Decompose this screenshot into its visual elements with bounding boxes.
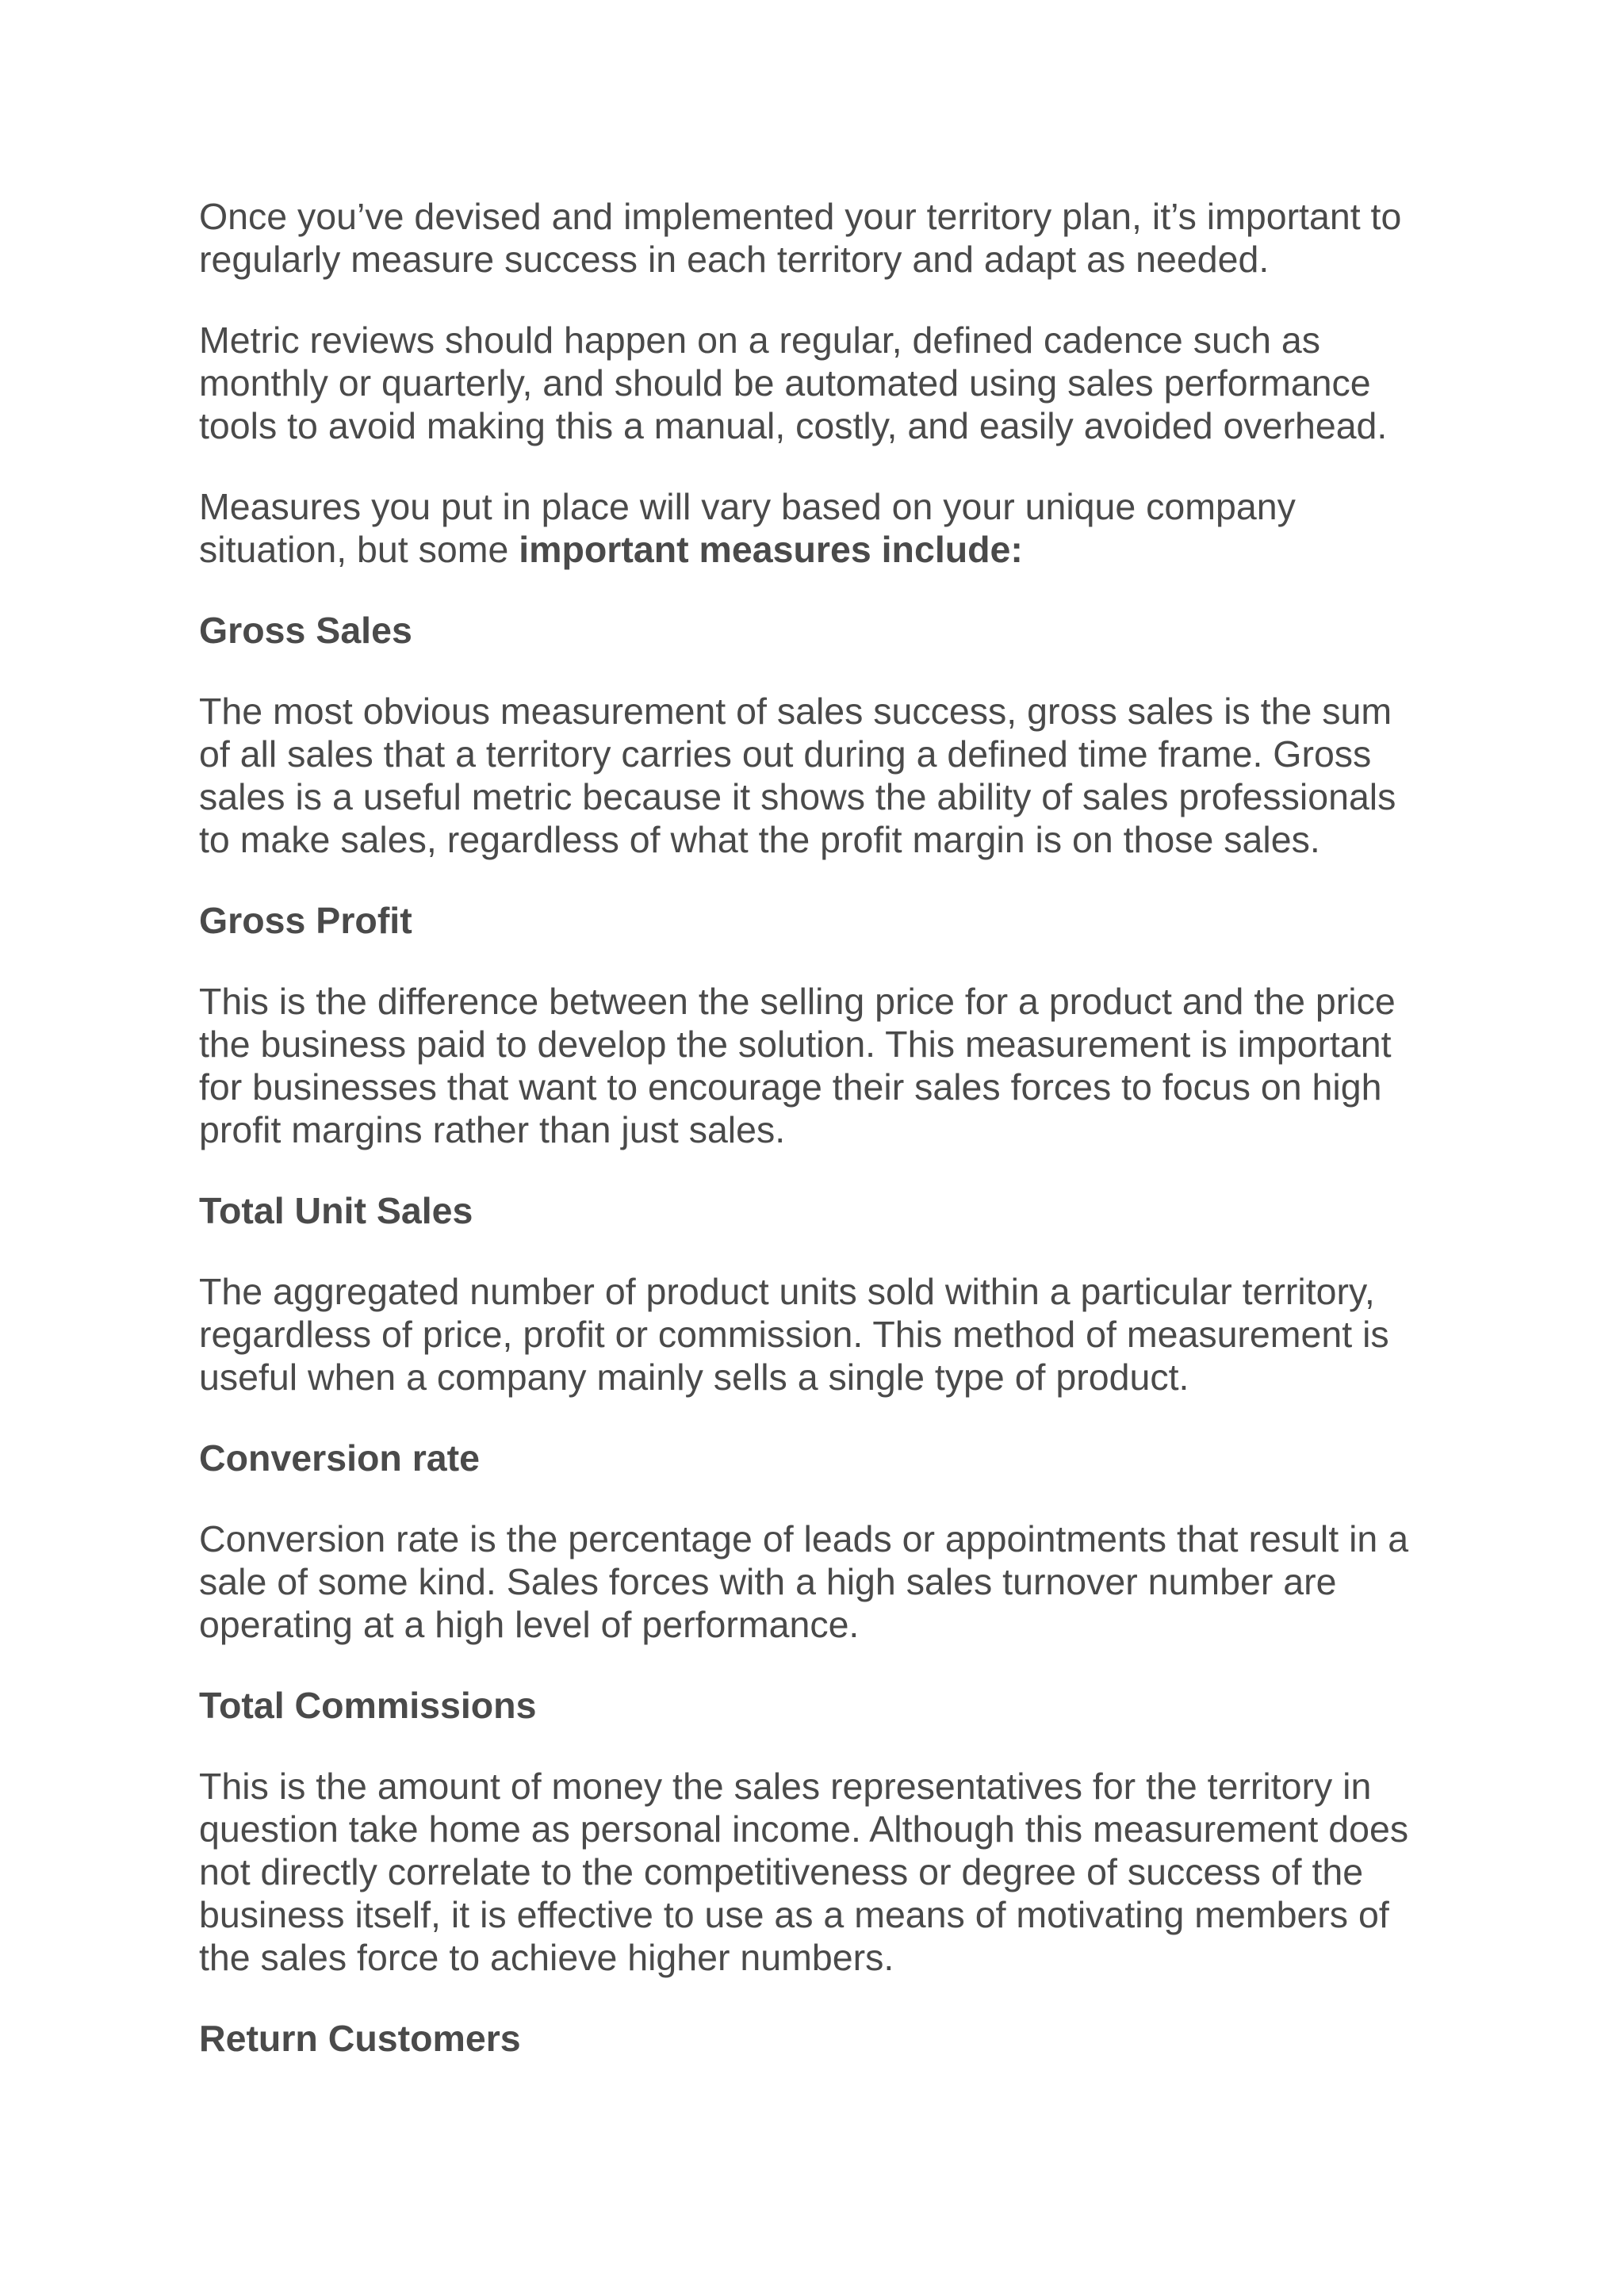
text-fragment: situation, but some bbox=[199, 529, 519, 570]
section-paragraph-total-unit-sales bbox=[199, 1270, 1436, 1399]
intro-paragraph-3 bbox=[199, 485, 1436, 571]
section-heading-conversion-rate: Conversion rate bbox=[199, 1437, 481, 1479]
section-paragraph-total-commissions bbox=[199, 1765, 1436, 1979]
text-line: sales is a useful metric because it shows the ability of sales professionals bbox=[199, 776, 1396, 817]
text-line: Measures you put in place will vary based on your unique company bbox=[199, 486, 1296, 527]
document-body bbox=[199, 195, 1436, 2098]
section-paragraph-gross-profit bbox=[199, 980, 1436, 1151]
text-line: Once you’ve devised and implemented your territory plan, it’s important to bbox=[199, 196, 1402, 237]
text-line: the sales force to achieve higher numbers. bbox=[199, 1937, 894, 1978]
text-line: to make sales, regardless of what the profit margin is on those sales. bbox=[199, 819, 1320, 860]
text-line: profit margins rather than just sales. bbox=[199, 1109, 786, 1150]
text-line bbox=[199, 528, 1436, 571]
section-heading-return-customers: Return Customers bbox=[199, 2018, 521, 2059]
text-line: regardless of price, profit or commission. This method of measurement is bbox=[199, 1314, 1389, 1355]
section-paragraph-conversion-rate bbox=[199, 1517, 1436, 1646]
section-heading-gross-profit: Gross Profit bbox=[199, 900, 412, 941]
text-line: business itself, it is effective to use as a means of motivating members of bbox=[199, 1894, 1389, 1935]
text-line: Metric reviews should happen on a regular, defined cadence such as bbox=[199, 320, 1320, 361]
text-line: This is the amount of money the sales representatives for the territory in bbox=[199, 1766, 1372, 1807]
section-heading-total-commissions: Total Commissions bbox=[199, 1685, 537, 1726]
text-line: for businesses that want to encourage their sales forces to focus on high bbox=[199, 1066, 1382, 1108]
text-line: The most obvious measurement of sales success, gross sales is the sum bbox=[199, 691, 1392, 732]
text-line: sale of some kind. Sales forces with a high sales turnover number are bbox=[199, 1561, 1337, 1602]
intro-paragraph-1 bbox=[199, 195, 1436, 281]
text-line: Conversion rate is the percentage of leads or appointments that result in a bbox=[199, 1518, 1409, 1559]
text-line: useful when a company mainly sells a single type of product. bbox=[199, 1357, 1189, 1398]
text-line: monthly or quarterly, and should be automated using sales performance bbox=[199, 362, 1371, 404]
emphasis-text: important measures include: bbox=[519, 529, 1023, 570]
text-line: tools to avoid making this a manual, costly, and easily avoided overhead. bbox=[199, 405, 1388, 446]
text-line: regularly measure success in each territory and adapt as needed. bbox=[199, 239, 1270, 280]
text-line: not directly correlate to the competitiveness or degree of success of the bbox=[199, 1851, 1364, 1892]
intro-paragraph-2 bbox=[199, 319, 1436, 447]
text-line: of all sales that a territory carries out during a defined time frame. Gross bbox=[199, 733, 1372, 775]
section-heading-gross-sales: Gross Sales bbox=[199, 610, 412, 651]
text-line: question take home as personal income. Although this measurement does bbox=[199, 1808, 1409, 1850]
text-line: the business paid to develop the solution. This measurement is important bbox=[199, 1024, 1392, 1065]
text-line: operating at a high level of performance. bbox=[199, 1604, 860, 1645]
section-heading-total-unit-sales: Total Unit Sales bbox=[199, 1190, 473, 1231]
text-line: This is the difference between the selling price for a product and the price bbox=[199, 981, 1396, 1022]
text-line: The aggregated number of product units sold within a particular territory, bbox=[199, 1271, 1375, 1312]
section-paragraph-gross-sales bbox=[199, 690, 1436, 861]
